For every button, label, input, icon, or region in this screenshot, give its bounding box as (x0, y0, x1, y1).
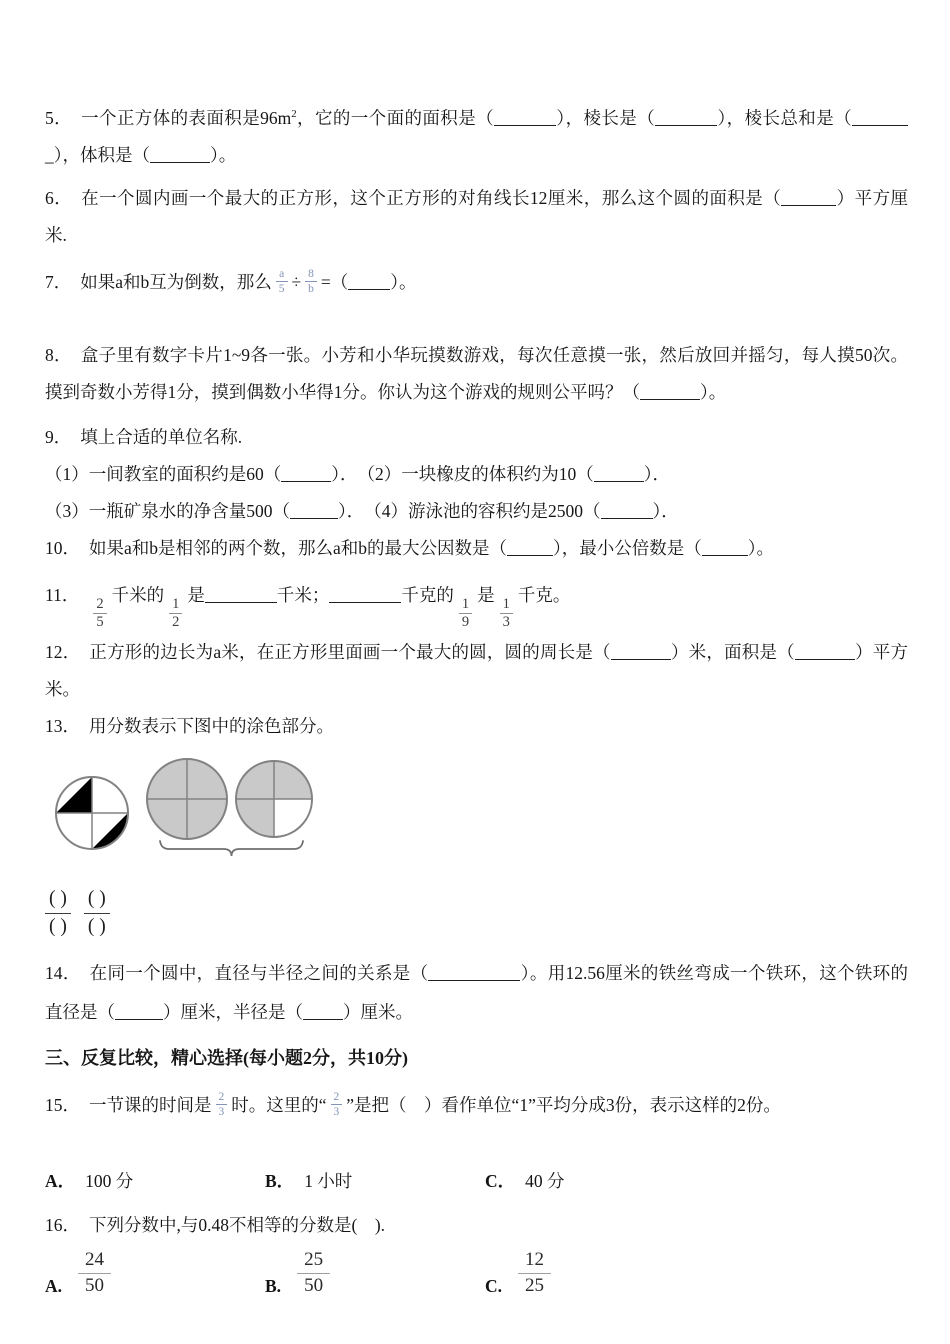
fraction-denominator: ( ) (84, 913, 110, 938)
blank-field (329, 588, 401, 603)
question-q14 (45, 954, 908, 1032)
blank-field (702, 541, 748, 556)
question-number: 10． (45, 537, 80, 558)
inline-fraction (93, 597, 106, 630)
fraction-denominator: 5 (276, 281, 288, 295)
text-run: 一个正方体的表面积是96m (81, 107, 292, 128)
blank-field (795, 645, 855, 660)
blank-field (150, 148, 210, 163)
text-run: （1）一间教室的面积约是60（ (45, 463, 282, 484)
text-run: ）平方厘米. (45, 187, 909, 245)
text-run: 千米的 (111, 584, 165, 605)
question-number: 6． (45, 187, 73, 208)
blank-field (494, 111, 556, 126)
option-text: 1 小时 (304, 1171, 353, 1192)
text-run: （3）一瓶矿泉水的净含量500（ (45, 500, 290, 521)
fraction-template (45, 888, 71, 938)
blank-field (781, 191, 836, 206)
option-letter: B． (265, 1171, 295, 1192)
question-q7 (45, 264, 908, 301)
text-run: =（ (320, 271, 349, 292)
question-q9 (45, 419, 908, 456)
fraction-denominator: 25 (518, 1273, 551, 1297)
question-number: 5． (45, 107, 73, 128)
choice-fraction-options-row (45, 1250, 908, 1297)
text-run: 是 (477, 584, 495, 605)
text-run: 用分数表示下图中的涂色部分。 (89, 716, 334, 737)
fraction-numerator: 2 (96, 595, 104, 612)
option-b (265, 1250, 485, 1297)
question-q6 (45, 180, 908, 254)
fraction-denominator: 3 (331, 1104, 343, 1118)
choice-options-row (45, 1168, 908, 1193)
blank-field (205, 588, 277, 603)
text-run: 一节课的时间是 (89, 1095, 212, 1116)
inline-fraction (331, 1091, 343, 1118)
text-run: 正方形的边长为a米，在正方形里面画一个最大的圆，圆的周长是（ (89, 642, 611, 663)
fraction-denominator: ( ) (45, 913, 71, 938)
option-a (45, 1168, 265, 1193)
text-run: 盒子里有数字卡片1~9各一张。小芳和小华玩摸数游戏，每次任意摸一张，然后放回并摇匀，每人摸50次。摸到奇数小芳得1分，摸到偶数小华得1分。你认为这个游戏的规则公平吗？（ (45, 344, 909, 402)
option-letter: B. (265, 1275, 282, 1296)
shaded-circles-svg (45, 745, 385, 877)
blank-field (115, 1005, 163, 1020)
option-letter: A． (45, 1171, 76, 1192)
option-letter: A. (45, 1275, 63, 1296)
text-run: ）厘米，半径是（ (163, 1002, 303, 1023)
inline-fraction (216, 1091, 228, 1118)
question-number: 13． (45, 716, 80, 737)
text-run: ，它的一个面的面积是（ (296, 107, 495, 128)
text-run: ）． (643, 463, 670, 484)
fraction-denominator: 50 (78, 1273, 111, 1297)
question-number: 14． (45, 963, 81, 984)
question-number: 16． (45, 1215, 80, 1236)
blank-field (594, 467, 644, 482)
text-run: ÷ (291, 271, 302, 292)
fraction-denominator: 2 (169, 613, 182, 630)
fraction-numerator: ( ) (87, 888, 106, 910)
inline-fraction (500, 597, 513, 630)
question-q13 (45, 708, 908, 745)
inline-fraction (305, 268, 317, 295)
text-run: 千米； (276, 584, 330, 605)
text-run: ）． (652, 500, 679, 521)
question-number: 7． (45, 271, 72, 292)
fraction-numerator: 1 (461, 595, 470, 612)
fraction-numerator: 1 (502, 595, 510, 612)
fraction-denominator: 5 (93, 613, 106, 630)
question-q5 (45, 96, 908, 174)
text-run: ）． （2）一块橡皮的体积约为10（ (331, 463, 594, 484)
text-run: 是 (187, 584, 205, 605)
text-run: 千克的 (401, 584, 454, 605)
question-q16 (45, 1207, 908, 1244)
blank-field (611, 645, 671, 660)
text-run: ），最小公倍数是（ (553, 537, 702, 558)
answer-fraction-templates (45, 888, 908, 938)
question-q10 (45, 530, 908, 567)
text-run: 填上合适的单位名称. (80, 426, 243, 447)
question-number: 8． (45, 344, 72, 365)
question-q15 (45, 1087, 908, 1124)
option-c (485, 1168, 705, 1193)
question-sec3 (45, 1040, 908, 1077)
text-run: ）厘米。 (343, 1002, 413, 1023)
question-q11 (45, 571, 908, 630)
fraction-numerator: a (279, 267, 285, 280)
option-fraction (297, 1250, 330, 1297)
question-q12 (45, 634, 908, 708)
fraction-denominator: 9 (459, 613, 472, 630)
option-a (45, 1250, 265, 1297)
question-q9s2 (45, 493, 908, 530)
text-run: ），棱长是（ (556, 107, 656, 128)
text-run: 千克。 (517, 584, 571, 605)
question-number: 11． (45, 584, 80, 605)
text-run: 在同一个圆中，直径与半径之间的关系是（ (89, 963, 429, 984)
blank-field (852, 111, 908, 126)
question-number: 15． (45, 1095, 80, 1116)
text-run: ）。 (747, 537, 775, 558)
option-b (265, 1168, 485, 1193)
option-c (485, 1250, 705, 1297)
fraction-numerator: 2 (218, 1091, 225, 1104)
text-run: ）。 (700, 381, 727, 402)
text-run: ），棱长总和是（ (717, 107, 853, 128)
option-fraction (518, 1250, 551, 1297)
blank-field (348, 275, 390, 290)
text-run: ）． （4）游泳池的容积约是2500（ (338, 500, 601, 521)
superscript: 2 (291, 108, 297, 120)
question-q8 (45, 337, 908, 411)
text-run: 如果a和b是相邻的两个数，那么a和b的最大公因数是（ (89, 537, 508, 558)
text-run: ）。用12.56厘米的铁丝弯成一个铁环，这个铁环的直径是（ (45, 963, 909, 1023)
text-run: ）。 (210, 144, 237, 165)
blank-field (281, 467, 331, 482)
option-text: 40 分 (525, 1171, 565, 1192)
inline-fraction (276, 268, 288, 295)
question-number: 12． (45, 642, 81, 663)
shaded-circles-figure (45, 745, 908, 882)
blank-field (507, 541, 553, 556)
text-run: ）。 (390, 271, 417, 292)
option-fraction (78, 1250, 111, 1297)
text-run: 在一个圆内画一个最大的正方形，这个正方形的对角线长12厘米，那么这个圆的面积是（ (81, 187, 782, 208)
fraction-numerator: ( ) (49, 888, 67, 910)
fraction-denominator: 3 (216, 1104, 228, 1118)
fraction-numerator: 1 (172, 595, 180, 612)
option-letter: C． (485, 1171, 516, 1192)
blank-field (601, 504, 653, 519)
text-run: 如果a和b互为倒数，那么 (80, 271, 272, 292)
text-run: 时。这里的“ (231, 1095, 327, 1116)
fraction-numerator: 25 (304, 1249, 324, 1271)
question-q9s1 (45, 456, 908, 493)
text-run: 下列分数中,与0.48不相等的分数是( ). (89, 1215, 386, 1236)
fraction-template (84, 888, 110, 938)
text-run: ）平方米。 (45, 642, 908, 700)
blank-field (290, 504, 338, 519)
text-run: ”是把（ ）看作单位“1”平均分成3份，表示这样的2份。 (346, 1095, 781, 1116)
fraction-numerator: 24 (85, 1249, 105, 1271)
blank-field (640, 385, 700, 400)
fraction-denominator: 50 (297, 1273, 330, 1297)
blank-field (655, 111, 717, 126)
option-letter: C. (485, 1275, 503, 1296)
text-run: _），体积是（ (45, 144, 150, 165)
fraction-numerator: 8 (308, 267, 314, 280)
fraction-denominator: 3 (500, 613, 513, 630)
fraction-denominator: b (305, 281, 317, 295)
inline-fraction (169, 597, 182, 630)
blank-field (303, 1005, 343, 1020)
section-heading-text: 三、反复比较，精心选择(每小题2分，共10分) (45, 1048, 408, 1069)
fraction-numerator: 2 (333, 1091, 340, 1104)
option-text: 100 分 (85, 1171, 134, 1192)
blank-field (428, 966, 520, 981)
inline-fraction (459, 597, 472, 630)
fraction-numerator: 12 (525, 1249, 545, 1271)
text-run: ）米，面积是（ (670, 642, 795, 663)
question-number: 9． (45, 426, 72, 447)
